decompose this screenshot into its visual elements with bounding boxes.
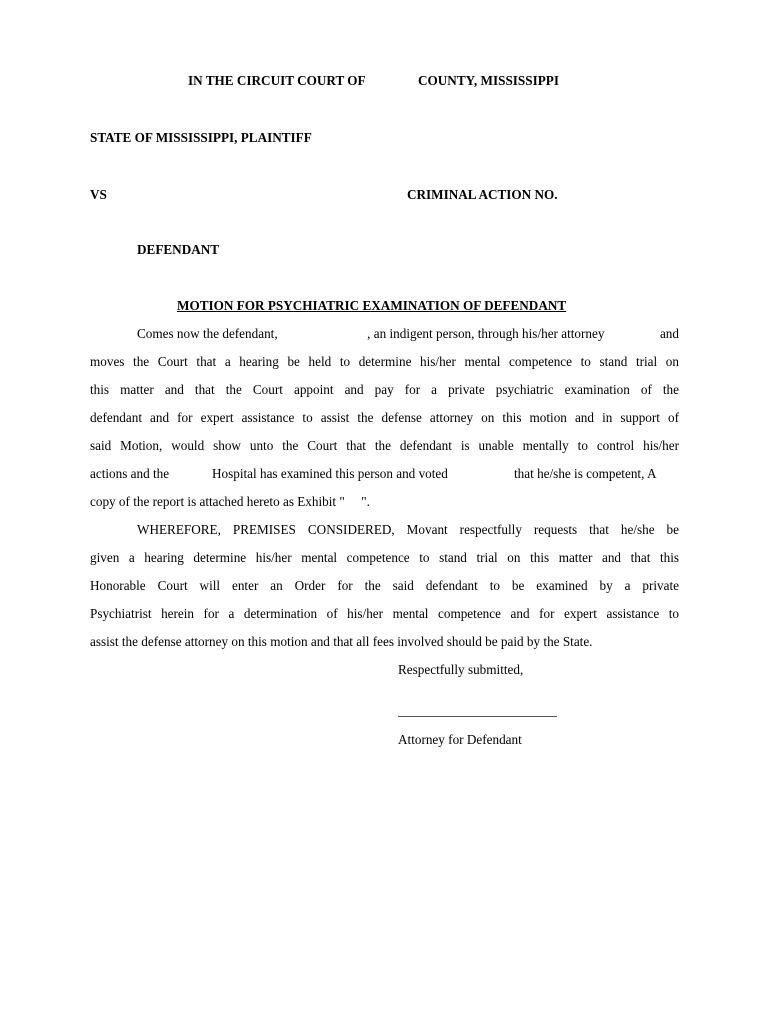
- para1-line2: moves the Court that a hearing be held to determine his/her mental competence to stand trial on: [90, 354, 679, 369]
- para1-line5: said Motion, would show unto the Court that the defendant is unable mentally to control his/her: [90, 438, 679, 453]
- defendant-label: DEFENDANT: [137, 242, 220, 257]
- signature-line: [398, 716, 557, 717]
- para1-line6-a: actions and the: [90, 466, 170, 481]
- para2-line2: given a hearing determine his/her mental competence to stand trial on this matter and that this: [90, 550, 679, 565]
- plaintiff-line: STATE OF MISSISSIPPI, PLAINTIFF: [90, 130, 312, 145]
- para1-line3: this matter and that the Court appoint and pay for a private psychiatric examination of the: [90, 382, 679, 397]
- para1-line1: [137, 326, 679, 342]
- para1-line1-c: and: [659, 326, 679, 341]
- para2-line4: Psychiatrist herein for a determination of his/her mental competence and for expert assistance to: [90, 606, 679, 621]
- para2-line5: assist the defense attorney on this motion and that all fees involved should be paid by the State.: [90, 634, 593, 649]
- motion-title: MOTION FOR PSYCHIATRIC EXAMINATION OF DEFENDANT: [177, 298, 567, 313]
- attorney-title: Attorney for Defendant: [398, 732, 522, 747]
- closing-text: Respectfully submitted,: [398, 662, 524, 677]
- para1-line6-c: that he/she is competent, A: [514, 466, 657, 481]
- para2-line1: WHEREFORE, PREMISES CONSIDERED, Movant respectfully requests that he/she be: [137, 522, 679, 537]
- para1-line7: copy of the report is attached hereto as Exhibit " ".: [90, 494, 370, 509]
- criminal-action-label: CRIMINAL ACTION NO.: [407, 187, 558, 202]
- court-heading-right: COUNTY, MISSISSIPPI: [418, 73, 559, 88]
- para1-line1-a: Comes now the defendant,: [137, 326, 278, 341]
- court-heading-left: IN THE CIRCUIT COURT OF: [188, 73, 366, 88]
- para1-line1-b: , an indigent person, through his/her attorney: [367, 326, 605, 341]
- para1-line6-b: Hospital has examined this person and voted: [212, 466, 448, 481]
- vs-label: VS: [90, 187, 107, 202]
- para2-line3: Honorable Court will enter an Order for the said defendant to be examined by a private: [90, 578, 679, 593]
- para1-line4: defendant and for expert assistance to assist the defense attorney on this motion and in support of: [90, 410, 679, 425]
